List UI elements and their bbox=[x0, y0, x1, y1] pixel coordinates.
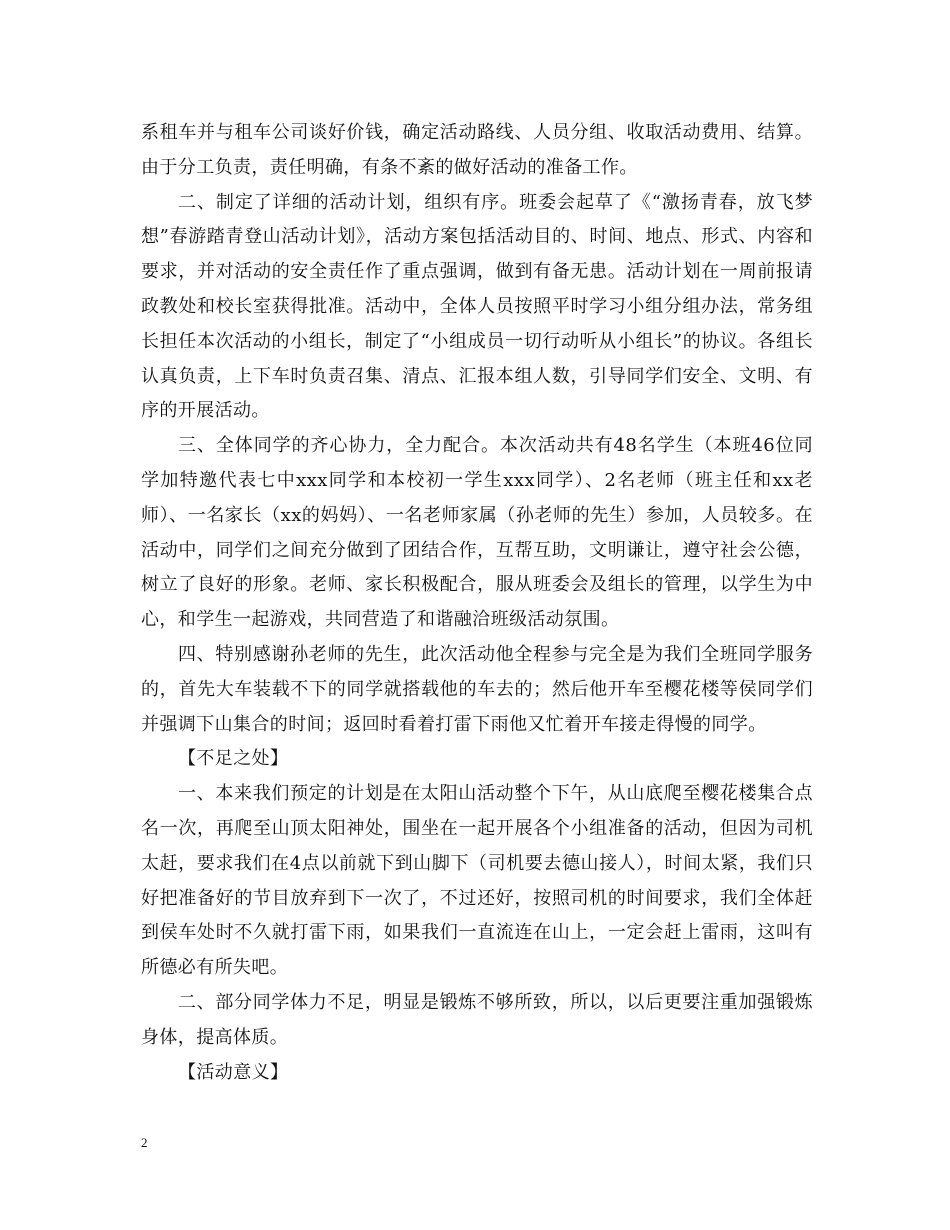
document-body bbox=[141, 116, 813, 1090]
paragraph-shortcoming-schedule: 一、本来我们预定的计划是在太阳山活动整个下午，从山底爬至樱花楼集合点名一次，再爬至山顶太阳神处，围坐在一起开展各个小组准备的活动，但因为司机太赶，要求我们在4点以前就下到山脚下（司机要去德山接人），时间太紧，我们只好把准备好的节目放弃到下一次了，不过还好，按照司机的时间要求，我们全体赶到侯车处时不久就打雷下雨，如果我们一直流连在山上，一定会赶上雷雨，这叫有所德必有所失吧。 bbox=[141, 783, 813, 979]
paragraph-preparation-continued: 系租车并与租车公司谈好价钱，确定活动路线、人员分组、收取活动费用、结算。由于分工负责，责任明确，有条不紊的做好活动的准备工作。 bbox=[141, 122, 813, 178]
page-number: 2 bbox=[141, 1135, 148, 1150]
paragraph-acknowledgement: 四、特别感谢孙老师的先生，此次活动他全程参与完全是为我们全班同学服务的，首先大车装载不下的同学就搭载他的车去的；然后他开车至樱花楼等侯同学们并强调下山集合的时间；返回时看着打雷下雨他又忙着开车接走得慢的同学。 bbox=[141, 643, 813, 735]
section-heading-shortcomings: 【不足之处】 bbox=[178, 748, 289, 770]
section-heading-significance: 【活动意义】 bbox=[178, 1061, 289, 1083]
paragraph-shortcoming-fitness: 二、部分同学体力不足，明显是锻炼不够所致，所以，以后更要注重加强锻炼身体，提高体质。 bbox=[141, 991, 813, 1048]
paragraph-cooperation: 三、全体同学的齐心协力，全力配合。本次活动共有48名学生（本班46位同学加特邀代表七中xxx同学和本校初一学生xxx同学）、2名老师（班主任和xx老师）、一名家长（xx的妈妈）、一名老师家属（孙老师的先生）参加，人员较多。在活动中，同学们之间充分做到了团结合作，互帮互助，文明谦让，遵守社会公德，树立了良好的形象。老师、家长积极配合，服从班委会及组长的管理，以学生为中心，和学生一起游戏，共同营造了和谐融洽班级活动氛围。 bbox=[141, 435, 813, 631]
paragraph-activity-plan: 二、制定了详细的活动计划，组织有序。班委会起草了《“激扬青春，放飞梦想”春游踏青登山活动计划》，活动方案包括活动目的、时间、地点、形式、内容和要求，并对活动的安全责任作了重点强调，做到有备无患。活动计划在一周前报请政教处和校长室获得批准。活动中，全体人员按照平时学习小组分组办法，常务组长担任本次活动的小组长，制定了“小组成员一切行动听从小组长”的协议。各组长认真负责，上下车时负责召集、清点、汇报本组人数，引导同学们安全、文明、有序的开展活动。 bbox=[141, 191, 813, 422]
